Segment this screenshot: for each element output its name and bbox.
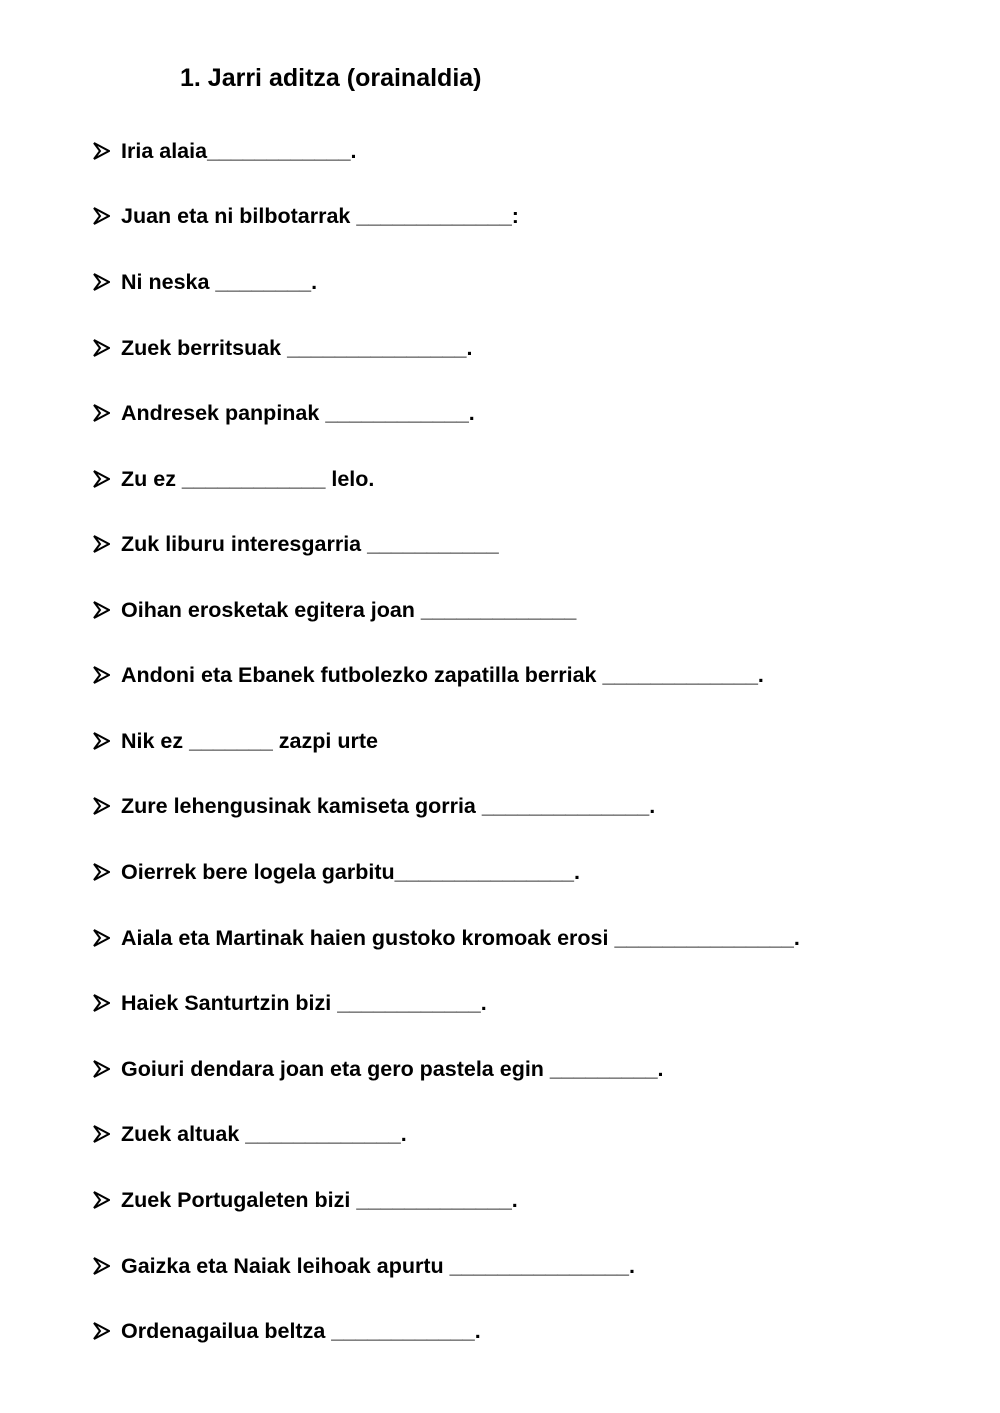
- exercise-item: [92, 1185, 518, 1215]
- arrowhead-bullet-icon: [92, 1058, 121, 1080]
- exercise-item: [92, 464, 374, 494]
- arrowhead-bullet-icon: [92, 795, 121, 817]
- exercise-item: [92, 529, 499, 559]
- item-text: Ordenagailua beltza ____________.: [121, 1319, 481, 1343]
- exercise-item: [92, 201, 519, 231]
- item-text: Zuek altuak _____________.: [121, 1122, 407, 1146]
- arrowhead-bullet-icon: [92, 861, 121, 883]
- item-text: Oihan erosketak egitera joan _____________: [121, 598, 577, 622]
- arrowhead-bullet-icon: [92, 927, 121, 949]
- exercise-item: [92, 1251, 635, 1281]
- item-text: Juan eta ni bilbotarrak _____________:: [121, 204, 519, 228]
- arrowhead-bullet-icon: [92, 1320, 121, 1342]
- item-text: Andoni eta Ebanek futbolezko zapatilla berriak _____________.: [121, 663, 764, 687]
- exercise-item: [92, 660, 764, 690]
- item-text: Zuek Portugaleten bizi _____________.: [121, 1188, 518, 1212]
- exercise-item: [92, 1119, 407, 1149]
- exercise-item: [92, 333, 472, 363]
- exercise-item: [92, 136, 357, 166]
- exercise-item: [92, 791, 655, 821]
- item-text: Goiuri dendara joan eta gero pastela egin _________.: [121, 1057, 664, 1081]
- arrowhead-bullet-icon: [92, 140, 121, 162]
- exercise-item: [92, 1316, 481, 1346]
- item-text: Oierrek bere logela garbitu_______________.: [121, 860, 580, 884]
- exercise-item: [92, 267, 317, 297]
- arrowhead-bullet-icon: [92, 271, 121, 293]
- arrowhead-bullet-icon: [92, 730, 121, 752]
- arrowhead-bullet-icon: [92, 205, 121, 227]
- arrowhead-bullet-icon: [92, 533, 121, 555]
- arrowhead-bullet-icon: [92, 664, 121, 686]
- item-text: Nik ez _______ zazpi urte: [121, 729, 378, 753]
- item-text: Haiek Santurtzin bizi ____________.: [121, 991, 487, 1015]
- exercise-item: [92, 726, 378, 756]
- arrowhead-bullet-icon: [92, 468, 121, 490]
- exercise-item: [92, 398, 475, 428]
- exercise-item: [92, 1054, 664, 1084]
- exercise-title: 1. Jarri aditza (orainaldia): [180, 64, 482, 92]
- arrowhead-bullet-icon: [92, 1255, 121, 1277]
- item-text: Zuk liburu interesgarria ___________: [121, 532, 499, 556]
- item-text: Gaizka eta Naiak leihoak apurtu _______________.: [121, 1254, 635, 1278]
- exercise-item: [92, 988, 487, 1018]
- arrowhead-bullet-icon: [92, 1189, 121, 1211]
- exercise-item: [92, 857, 580, 887]
- item-text: Zu ez ____________ lelo.: [121, 467, 375, 491]
- arrowhead-bullet-icon: [92, 992, 121, 1014]
- item-text: Zuek berritsuak _______________.: [121, 336, 473, 360]
- item-text: Aiala eta Martinak haien gustoko kromoak erosi _______________.: [121, 926, 800, 950]
- item-text: Iria alaia____________.: [121, 139, 357, 163]
- exercise-item: [92, 595, 576, 625]
- exercise-item: [92, 923, 800, 953]
- item-text: Zure lehengusinak kamiseta gorria ______________.: [121, 794, 656, 818]
- item-text: Andresek panpinak ____________.: [121, 401, 475, 425]
- arrowhead-bullet-icon: [92, 599, 121, 621]
- arrowhead-bullet-icon: [92, 1123, 121, 1145]
- arrowhead-bullet-icon: [92, 402, 121, 424]
- arrowhead-bullet-icon: [92, 337, 121, 359]
- item-text: Ni neska ________.: [121, 270, 318, 294]
